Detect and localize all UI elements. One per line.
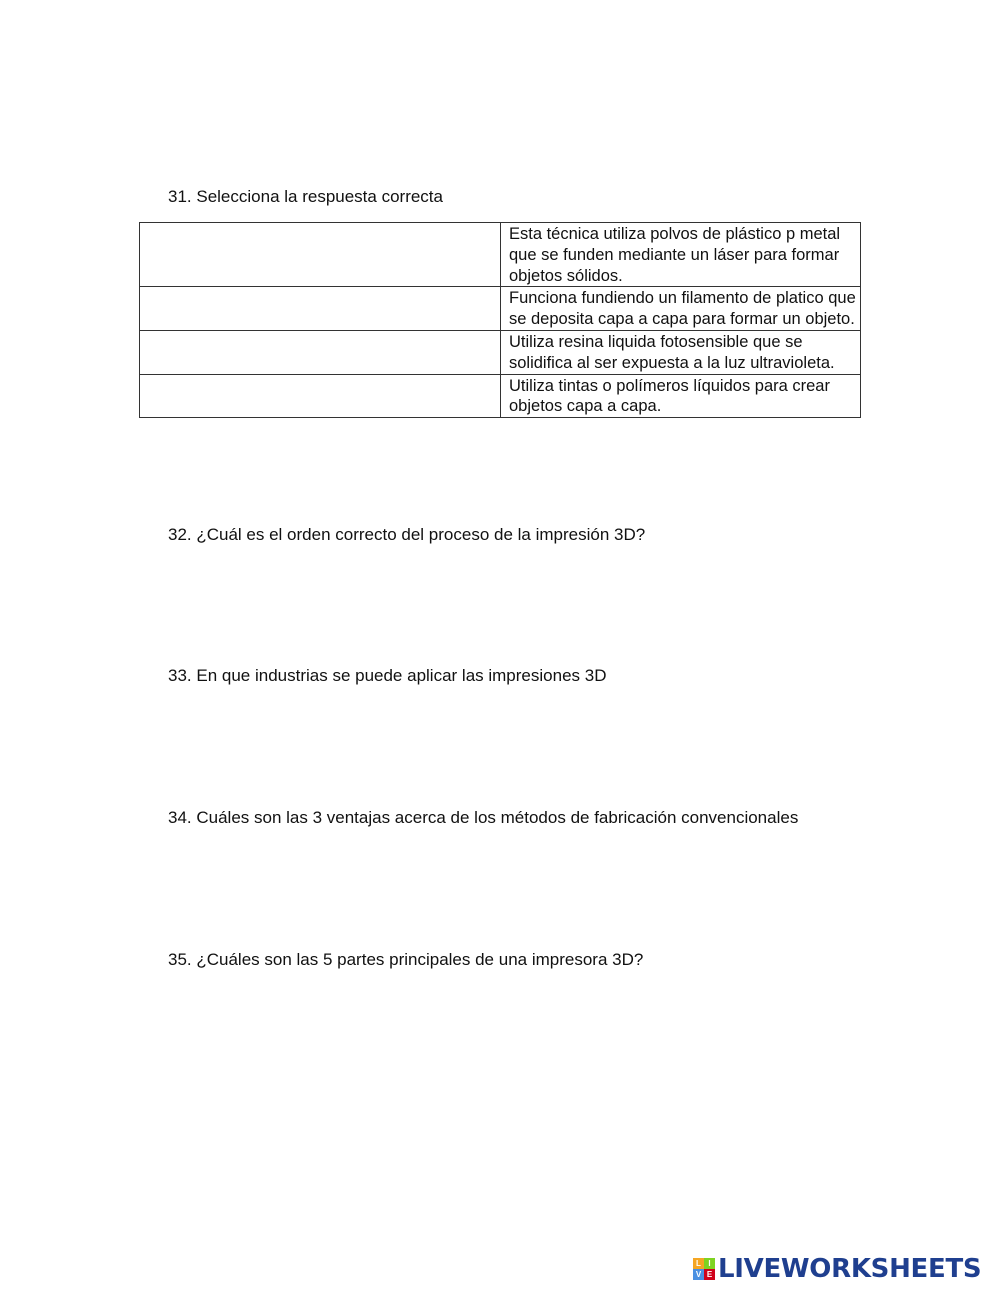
description-cell-1: Esta técnica utiliza polvos de plástico p metal que se funden mediante un láser para formar objetos sólidos. [501, 223, 861, 287]
table-row [140, 330, 861, 374]
liveworksheets-wordmark: LIVEWORKSHEETS [718, 1254, 982, 1284]
question-31: 31. Selecciona la respuesta correcta [168, 187, 443, 206]
logo-tile-e: E [704, 1269, 715, 1280]
answer-drop-zone-2[interactable] [140, 287, 501, 331]
liveworksheets-logo [693, 1255, 981, 1283]
question-34: 34. Cuáles son las 3 ventajas acerca de los métodos de fabricación convencionales [168, 808, 799, 827]
matching-table [139, 222, 861, 418]
description-cell-2: Funciona fundiendo un filamento de platico que se deposita capa a capa para formar un objeto. [501, 287, 861, 331]
table-row [140, 223, 861, 287]
question-35: 35. ¿Cuáles son las 5 partes principales de una impresora 3D? [168, 950, 644, 969]
answer-drop-zone-3[interactable] [140, 330, 501, 374]
logo-tile-i: I [704, 1258, 715, 1269]
answer-drop-zone-1[interactable] [140, 223, 501, 287]
logo-tile-v: V [693, 1269, 704, 1280]
question-33: 33. En que industrias se puede aplicar las impresiones 3D [168, 666, 607, 685]
question-32: 32. ¿Cuál es el orden correcto del proceso de la impresión 3D? [168, 525, 646, 544]
logo-tile-l: L [693, 1258, 704, 1269]
table-row [140, 287, 861, 331]
table-row [140, 374, 861, 418]
description-cell-4: Utiliza tintas o polímeros líquidos para crear objetos capa a capa. [501, 374, 861, 418]
description-cell-3: Utiliza resina liquida fotosensible que se solidifica al ser expuesta a la luz ultravioleta. [501, 330, 861, 374]
liveworksheets-logo-icon [693, 1258, 715, 1280]
answer-drop-zone-4[interactable] [140, 374, 501, 418]
